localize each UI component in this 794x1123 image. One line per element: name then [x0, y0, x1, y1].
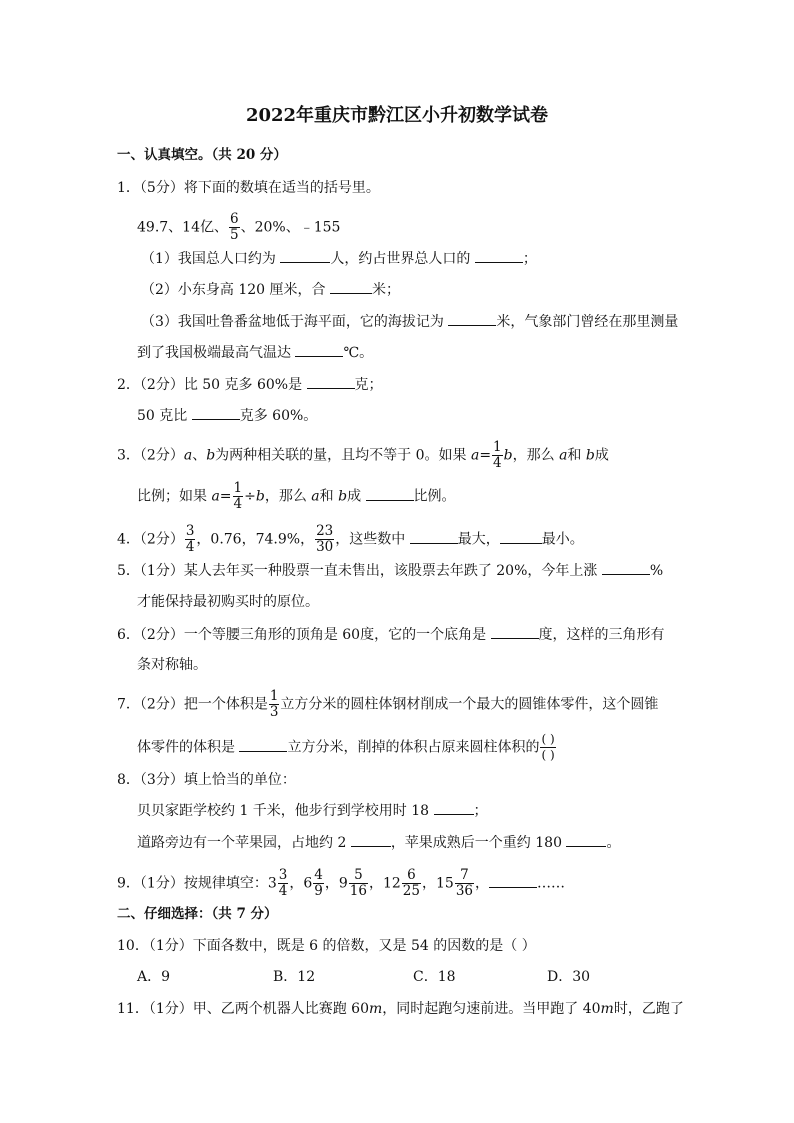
fraction-numerator: 23	[316, 523, 334, 539]
q7-text-d: 立方分米，削掉的体积占原来圆柱体积的	[287, 739, 540, 756]
fraction-numerator: 4	[314, 867, 323, 883]
answer-blank[interactable]	[566, 832, 606, 847]
q3-line1	[117, 440, 609, 471]
answer-blank[interactable]	[448, 311, 496, 326]
q11-text-c: 时，乙跑了	[613, 1001, 684, 1017]
q4-text-b: ，0.76，74.9%，	[196, 531, 315, 548]
q1-sub2	[141, 279, 400, 300]
mixed-whole: 6	[303, 875, 313, 892]
q4-text-a: 4．（2分）	[117, 531, 184, 548]
separator: ，	[475, 875, 489, 892]
q1-sub1-text-c: ；	[522, 251, 537, 267]
answer-fraction-blank[interactable]	[540, 732, 555, 763]
q6-text-a: 6．（2分）一个等腰三角形的顶角是 60度，它的一个底角是	[117, 627, 491, 643]
mixed-whole: 15	[435, 875, 454, 892]
q8-text-d: 道路旁边有一个苹果园，占地约 2	[137, 835, 351, 851]
q4-text-e: 最小。	[541, 531, 584, 548]
q1-sub1-text-b: 人，约占世界总人口的	[330, 251, 475, 267]
fraction-denominator: 4	[278, 883, 288, 899]
mixed-whole: 3	[267, 875, 277, 892]
option-a[interactable]: A．9	[137, 969, 171, 985]
answer-blank[interactable]	[330, 279, 372, 294]
answer-blank[interactable]	[500, 529, 542, 544]
page-title: 2022年重庆市黔江区小升初数学试卷	[245, 105, 549, 126]
fraction	[313, 868, 324, 899]
q3-line2	[137, 481, 456, 512]
q1-sub1-text-a: （1）我国总人口约为	[141, 251, 281, 267]
option-d[interactable]: D．30	[547, 969, 591, 985]
fraction-1-4	[233, 481, 244, 512]
q3-text-s1: 、	[192, 447, 207, 464]
q2-line1	[117, 374, 383, 395]
q2-line2	[137, 405, 317, 426]
fraction-denominator: 3	[269, 704, 279, 720]
equation-left: a=	[470, 447, 492, 464]
unit-m: m	[369, 1001, 383, 1017]
q1-numbers	[137, 212, 340, 243]
var-b: b	[585, 447, 595, 464]
fraction-numerator: ( )	[541, 732, 555, 746]
fraction-denominator: 9	[314, 883, 323, 899]
q8-text-f: 。	[606, 835, 621, 851]
q3-text-s2: 为两种相关联的量，且均不等于 0。如果	[215, 447, 471, 464]
q1-numbers-b: 、20%、﹣155	[240, 219, 341, 236]
q11-text-a: 11．（1分）甲、乙两个机器人比赛跑 60	[117, 1001, 369, 1017]
q8-text-e: ，苹果成熟后一个重约 180	[390, 835, 567, 851]
fraction-6-5	[229, 212, 240, 243]
option-b[interactable]: B．12	[273, 969, 316, 985]
separator: ，	[421, 875, 436, 892]
q3-text-l2e: 比例。	[413, 488, 456, 505]
answer-blank[interactable]	[475, 248, 523, 263]
q3-text-l2c: 和	[319, 488, 339, 505]
q10-stem: 10．（1分）下面各数中，既是 6 的倍数，又是 54 的因数的是（ ）	[117, 938, 536, 954]
q9-text-a: 9．（1分）按规律填空：	[117, 875, 268, 892]
fraction-1-4	[492, 440, 503, 471]
q6-text-b: 度，这样的三角形有	[538, 627, 665, 643]
q1-sub3-line1	[141, 311, 678, 332]
q8-text-b: 贝贝家距学校约 1 千米，他步行到学校用时 18	[137, 803, 434, 819]
q3-text-s3: ，那么	[512, 447, 560, 464]
fraction-numerator: 1	[269, 688, 279, 704]
fraction	[349, 868, 368, 899]
fraction-numerator: 7	[455, 868, 474, 884]
q11-text-b: ，同时起跑匀速前进。当甲跑了 40	[382, 1001, 601, 1017]
q5-line1	[117, 560, 663, 581]
fraction-1-3	[269, 689, 280, 720]
fraction	[402, 868, 421, 899]
q1-sub3-line2	[137, 342, 373, 363]
equation-left: a=	[211, 488, 232, 505]
fraction-3-4	[185, 524, 196, 555]
fraction	[278, 868, 289, 899]
q1-sub2-text-b: 米；	[371, 282, 400, 298]
var-b: b	[206, 447, 216, 464]
q3-text-l2b: ，那么	[264, 488, 312, 505]
answer-blank[interactable]	[239, 737, 287, 752]
q2-text-b: 克；	[354, 377, 383, 393]
q1-sub3-text-c: 到了我国极端最高气温达	[137, 345, 296, 361]
equation-right: ÷b	[244, 488, 265, 505]
unit-m: m	[600, 1001, 614, 1017]
option-c[interactable]: C．18	[413, 969, 456, 985]
ellipsis: ……	[537, 875, 565, 892]
q8-stem: 8．（3分）填上恰当的单位：	[117, 772, 296, 788]
q11-line	[117, 999, 684, 1019]
q3-text-l2d: 成	[347, 488, 366, 505]
q8-line3	[137, 832, 620, 853]
q7-text-a: 7．（2分）把一个体积是	[117, 696, 268, 713]
mixed-whole: 9	[338, 875, 348, 892]
fraction	[455, 868, 474, 899]
fraction-numerator: 6	[402, 868, 421, 884]
q8-text-c: ；	[473, 803, 488, 819]
q5-text-b: %	[649, 563, 664, 579]
equation-right: b	[503, 447, 513, 464]
q3-text-s5: 成	[594, 447, 609, 464]
separator: ，	[324, 875, 339, 892]
answer-blank[interactable]	[351, 832, 391, 847]
section-1-heading: 一、认真填空。（共 20 分）	[117, 147, 287, 163]
answer-blank[interactable]	[366, 486, 414, 501]
q1-stem: 1．（5分）将下面的数填在适当的括号里。	[117, 180, 380, 196]
fraction-numerator: 6	[230, 211, 239, 227]
q1-numbers-a: 49.7、14亿、	[137, 219, 228, 236]
fraction-23-30	[315, 524, 334, 555]
q1-sub2-text-a: （2）小东身高 120 厘米，合	[141, 282, 330, 298]
q9-line	[117, 868, 565, 899]
q2-text-d: 克多 60%。	[239, 408, 318, 424]
var-a: a	[311, 488, 320, 505]
q2-text-c: 50 克比	[137, 408, 192, 424]
fraction-denominator: 4	[185, 539, 195, 555]
q5-text-a: 5．（1分）某人去年买一种股票一直未售出，该股票去年跌了 20%，今年上涨	[117, 563, 602, 579]
section-2-heading: 二、仔细选择：（共 7 分）	[117, 906, 278, 922]
mixed-whole: 12	[382, 875, 401, 892]
separator: ，	[368, 875, 383, 892]
answer-blank[interactable]	[280, 248, 330, 263]
fraction-denominator: 30	[316, 539, 334, 555]
q7-text-c: 体零件的体积是	[137, 739, 240, 756]
fraction-denominator: 4	[233, 496, 243, 512]
fraction-denominator: 4	[493, 455, 502, 471]
q8-line2	[137, 800, 488, 821]
q1-sub1	[141, 248, 537, 269]
q4-text-d: 最大，	[457, 531, 500, 548]
q3-text-l2a: 比例；如果	[137, 488, 212, 505]
fraction-denominator: 25	[402, 883, 420, 899]
separator: ，	[289, 875, 304, 892]
fraction-denominator: 36	[455, 883, 473, 899]
q7-line1	[117, 689, 658, 720]
answer-blank[interactable]	[434, 800, 474, 815]
q7-line2	[137, 732, 557, 763]
q3-text-a: 3．（2分）	[117, 447, 184, 464]
fraction-denominator: ( )	[541, 748, 555, 762]
q4-line	[117, 524, 584, 555]
var-a: a	[183, 447, 193, 464]
q5-line2: 才能保持最初购买时的原位。	[137, 594, 319, 610]
fraction-denominator: 5	[230, 227, 239, 243]
q1-sub3-text-a: （3）我国吐鲁番盆地低于海平面，它的海拔记为	[141, 314, 449, 330]
fraction-numerator: 1	[233, 480, 243, 496]
var-b: b	[338, 488, 348, 505]
answer-blank[interactable]	[410, 529, 458, 544]
answer-blank[interactable]	[307, 374, 355, 389]
fraction-denominator: 16	[349, 883, 367, 899]
q6-line2: 条对称轴。	[137, 657, 207, 673]
answer-blank[interactable]	[295, 342, 343, 357]
q6-line1	[117, 624, 665, 645]
fraction-numerator: 3	[185, 523, 195, 539]
answer-blank[interactable]	[602, 560, 650, 575]
q1-sub3-text-d: ℃。	[343, 345, 374, 361]
answer-blank[interactable]	[489, 873, 537, 888]
answer-blank[interactable]	[491, 624, 539, 639]
q2-text-a: 2．（2分）比 50 克多 60%是	[117, 377, 307, 393]
answer-blank[interactable]	[192, 405, 240, 420]
fraction-numerator: 1	[493, 439, 502, 455]
q1-sub3-text-b: 米，气象部门曾经在那里测量	[496, 314, 679, 330]
var-a: a	[559, 447, 568, 464]
q4-text-c: ，这些数中	[335, 531, 410, 548]
q7-text-b: 立方分米的圆柱体钢材削成一个最大的圆锥体零件，这个圆锥	[280, 696, 659, 713]
fraction-numerator: 3	[278, 867, 288, 883]
q3-text-s4: 和	[567, 447, 586, 464]
fraction-numerator: 5	[349, 868, 368, 884]
